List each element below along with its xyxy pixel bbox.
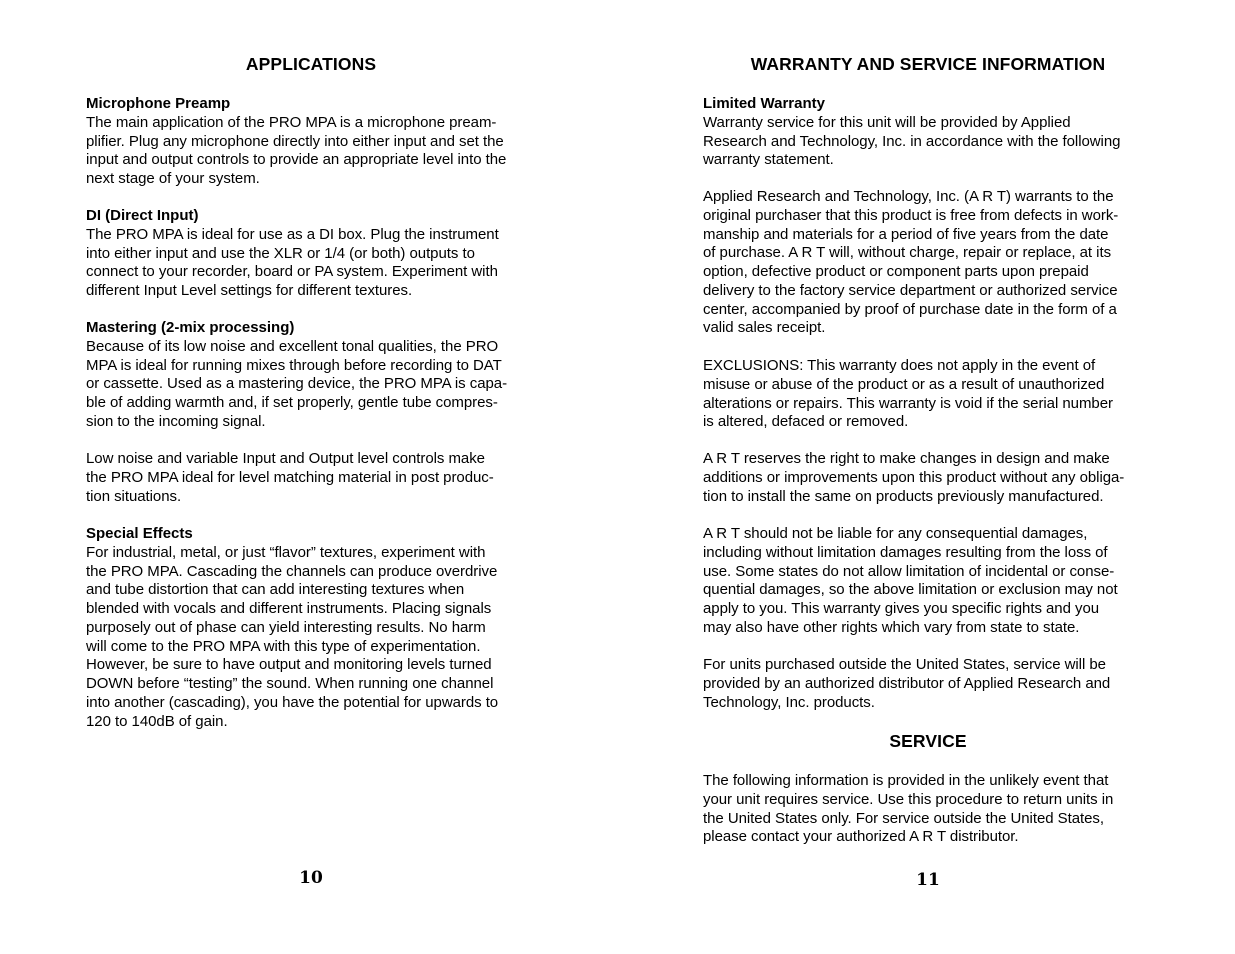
section-service xyxy=(703,772,1163,847)
section-text: Because of its low noise and excellent tonal qualities, the PRO MPA is ideal for running mixes through before recording to DAT or cassette. Used as a mastering device, the PRO MPA is capa- ble of adding warmth and, if set properly, gentle tube compres- sion to the incoming signal. xyxy=(86,337,508,430)
section-mastering xyxy=(86,319,546,432)
section-text: EXCLUSIONS: This warranty does not apply in the event of misuse or abuse of the product or as a result of unauthorized alterations or repairs. This warranty is void if the serial number is altered, defaced or removed. xyxy=(703,357,1113,431)
right-page xyxy=(703,0,1153,954)
section-limited-warranty xyxy=(703,95,1163,170)
section-special-effects xyxy=(86,525,546,731)
section-text: The PRO MPA is ideal for use as a DI box. Plug the instrument into either input and use the XLR or 1/4 (or both) outputs to connect to your recorder, board or PA system. Experiment with different Input Level settings for different textures. xyxy=(86,225,499,299)
section-heading: Microphone Preamp xyxy=(86,95,231,112)
section-heading: DI (Direct Input) xyxy=(86,207,199,224)
section-liability xyxy=(703,525,1163,638)
section-heading: Mastering (2-mix processing) xyxy=(86,319,295,336)
page-number: 10 xyxy=(299,868,323,888)
section-text: Low noise and variable Input and Output level controls make the PRO MPA ideal for level matching material in post produc- tion situations. xyxy=(86,450,494,505)
section-design-changes xyxy=(703,450,1163,506)
service-title: SERVICE xyxy=(889,731,967,751)
page-title: APPLICATIONS xyxy=(245,54,377,74)
page-title: WARRANTY AND SERVICE INFORMATION xyxy=(750,54,1106,74)
section-heading: Limited Warranty xyxy=(703,95,825,112)
left-page xyxy=(86,0,536,954)
section-direct-input xyxy=(86,207,546,301)
section-text: Warranty service for this unit will be provided by Applied Research and Technology, Inc. in accordance with the following warranty statement. xyxy=(703,113,1121,169)
section-outside-us xyxy=(703,656,1163,712)
section-level-matching xyxy=(86,450,546,506)
section-heading: Special Effects xyxy=(86,525,193,542)
section-text: Applied Research and Technology, Inc. (A R T) warrants to the original purchaser that this product is free from defects in work- manship and materials for a period of five years from the date of purchase. A R T will, without charge, repair or replace, at its option, defective product or component parts upon prepaid delivery to the factory service department or authorized service center, accompanied by proof of purchase date in the form of a valid sales receipt. xyxy=(703,188,1119,337)
section-text: The main application of the PRO MPA is a microphone pream- plifier. Plug any microphone directly into either input and set the input and output controls to provide an appropriate level into the next stage of your system. xyxy=(86,113,507,187)
service-text: The following information is provided in the unlikely event that your unit requires service. Use this procedure to return units in the United States only. For service outside the United States, please contact your authorized A R T distributor. xyxy=(703,772,1114,846)
section-microphone-preamp xyxy=(86,95,546,189)
section-text: For industrial, metal, or just “flavor” textures, experiment with the PRO MPA. Cascading the channels can produce overdrive and tube distortion that can add interesting textures when blended with vocals and different instruments. Placing signals purposely out of phase can yield interesting results. No harm will come to the PRO MPA with this type of experimentation. However, be sure to have output and monitoring levels turned DOWN before “testing” the sound. When running one channel into another (cascading), you have the potential for upwards to 120 to 140dB of gain. xyxy=(86,543,499,730)
section-warranty-statement xyxy=(703,188,1163,338)
section-text: A R T reserves the right to make changes in design and make additions or improvements upon this product without any obliga- tion to install the same on products previously manufactured. xyxy=(703,450,1125,505)
section-text: A R T should not be liable for any consequential damages, including without limitation damages resulting from the loss of use. Some states do not allow limitation of incidental or conse- quential damages, so the above limitation or exclusion may not apply to you. This warranty gives you specific rights and you may also have other rights which vary from state to state. xyxy=(703,525,1118,636)
section-exclusions xyxy=(703,357,1163,432)
section-text: For units purchased outside the United States, service will be provided by an authorized distributor of Applied Research and Technology, Inc. products. xyxy=(703,656,1111,711)
page-number: 11 xyxy=(916,870,940,890)
